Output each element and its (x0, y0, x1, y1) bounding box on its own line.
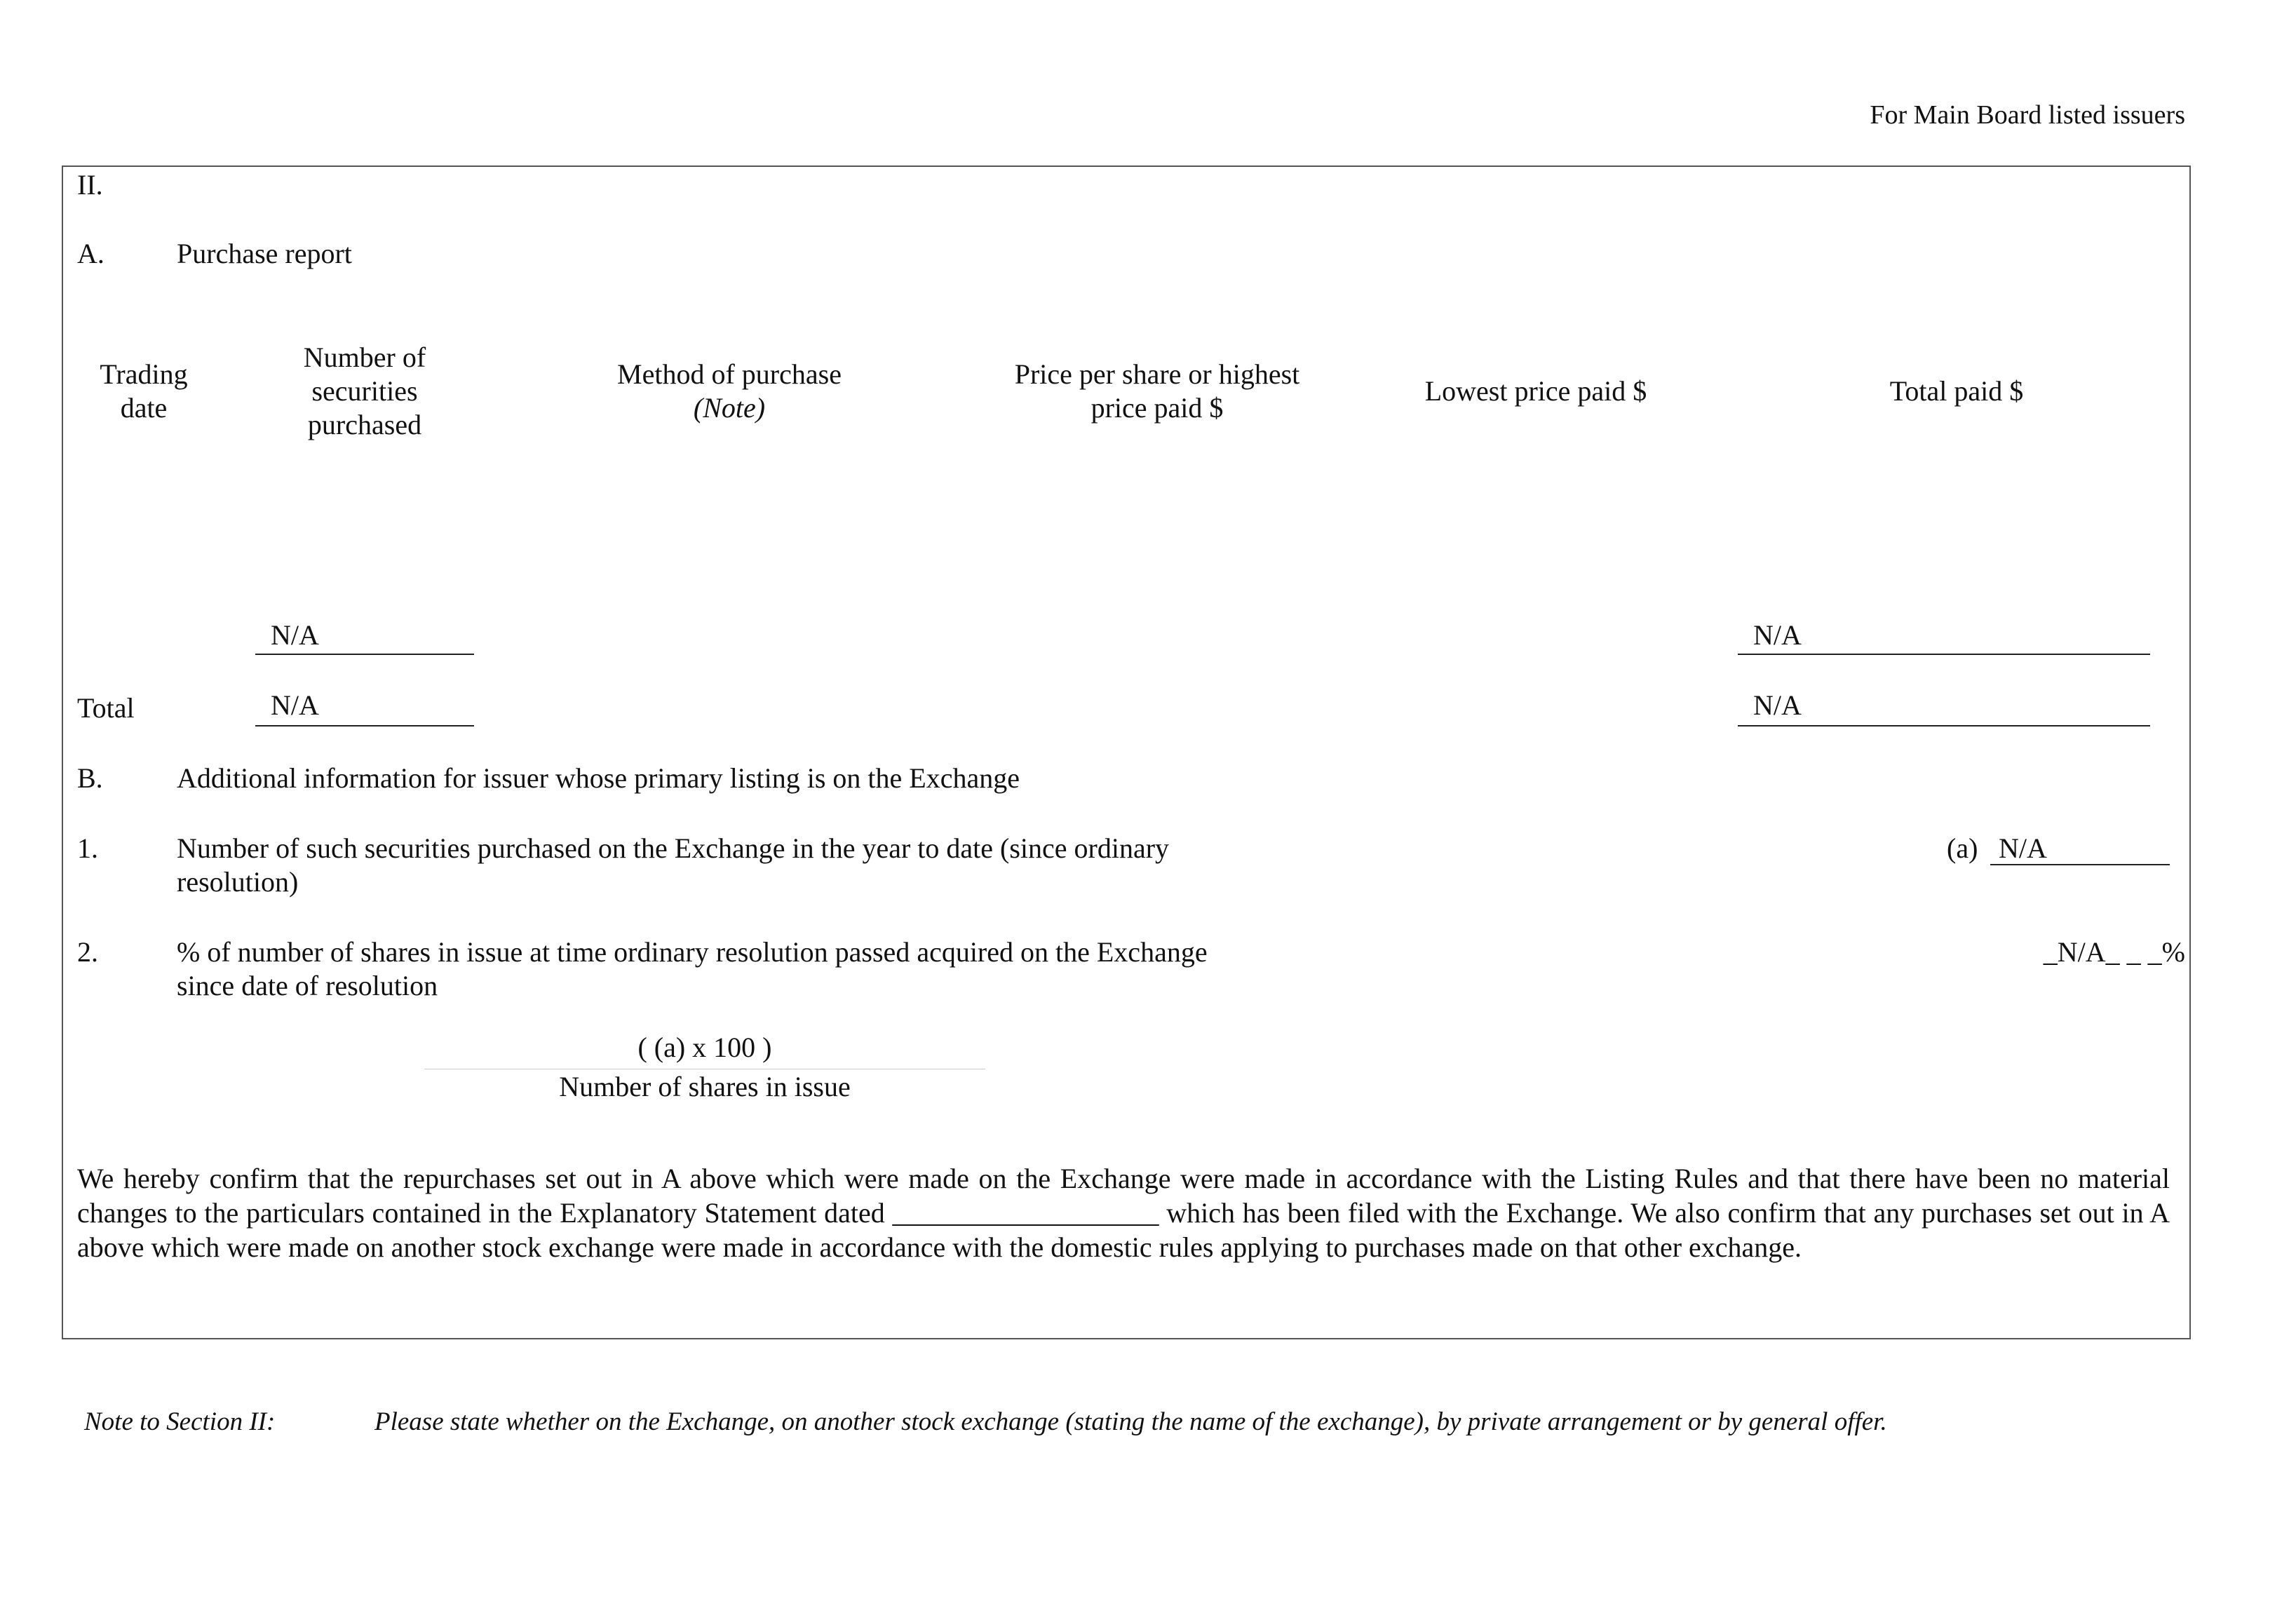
part-b-title: Additional information for issuer whose primary listing is on the Exchange (177, 762, 1020, 794)
item-1-text-line1: Number of such securities purchased on the Exchange in the year to date (since ordinary (177, 832, 1170, 864)
section-number: II. (77, 169, 103, 201)
col-header-method-note: (Note) (693, 392, 766, 424)
col-header-lowest-price: Lowest price paid $ (1424, 375, 1647, 407)
formula-numerator: ( (a) x 100 ) (637, 1032, 772, 1063)
confirmation-paragraph: We hereby confirm that the repurchases set out in A above which were made on the Exchange were made in accordance with the Listing Rules and that there have been no material changes to the particulars contained in the Explanatory Statement dated ___________________ which has been filed with the Exchange. We also confirm that any purchases set out in A above which were made on another stock exchange were made in accordance with the domestic rules applying to purchases made on that other exchange. (77, 1163, 2170, 1263)
part-a-letter: A. (77, 238, 104, 269)
col-header-number-purchased: Number of securities purchased (303, 342, 426, 440)
row-total-paid-value: N/A (1753, 619, 1802, 651)
item-2-value: _N/A_ _ _% (2043, 936, 2185, 968)
part-b-letter: B. (77, 762, 103, 794)
row-number-value: N/A (271, 619, 319, 651)
item-2-text-line2: since date of resolution (177, 970, 438, 1001)
part-a-title: Purchase report (177, 238, 352, 269)
col-header-method-label: Method of purchase (617, 358, 842, 390)
total-number-underline (255, 725, 474, 726)
row-number-underline (255, 654, 474, 655)
item-2-number: 2. (77, 936, 98, 968)
item-1-value-prefix: (a) (1947, 832, 1978, 864)
item-1-text (177, 832, 1169, 899)
item-2-text (177, 935, 1208, 1003)
note-label: Note to Section II: (84, 1407, 276, 1436)
note-text: Please state whether on the Exchange, on another stock exchange (stating the name of the exchange), by private arrangement or by general offer. (374, 1407, 1887, 1436)
item-1-underline (1990, 864, 2170, 865)
item-2-text-line1: % of number of shares in issue at time ordinary resolution passed acquired on the Exchange (177, 936, 1208, 968)
row-total-paid-underline (1738, 654, 2150, 655)
item-1-text-line2: resolution) (177, 866, 299, 898)
col-header-method (561, 358, 898, 425)
item-1-number: 1. (77, 832, 98, 864)
col-header-price-highest: Price per share or highest price paid $ (1014, 358, 1300, 424)
item-1-value: N/A (1999, 832, 2047, 864)
col-header-trading-date: Trading date (100, 358, 188, 424)
total-paid-underline (1738, 725, 2150, 726)
issuer-type-label: For Main Board listed issuers (1870, 100, 2185, 130)
total-label: Total (77, 692, 135, 724)
col-header-total-paid: Total paid $ (1889, 375, 2024, 407)
formula-denominator: Number of shares in issue (559, 1071, 851, 1102)
total-paid-value: N/A (1753, 689, 1802, 721)
total-number-value: N/A (271, 689, 319, 721)
